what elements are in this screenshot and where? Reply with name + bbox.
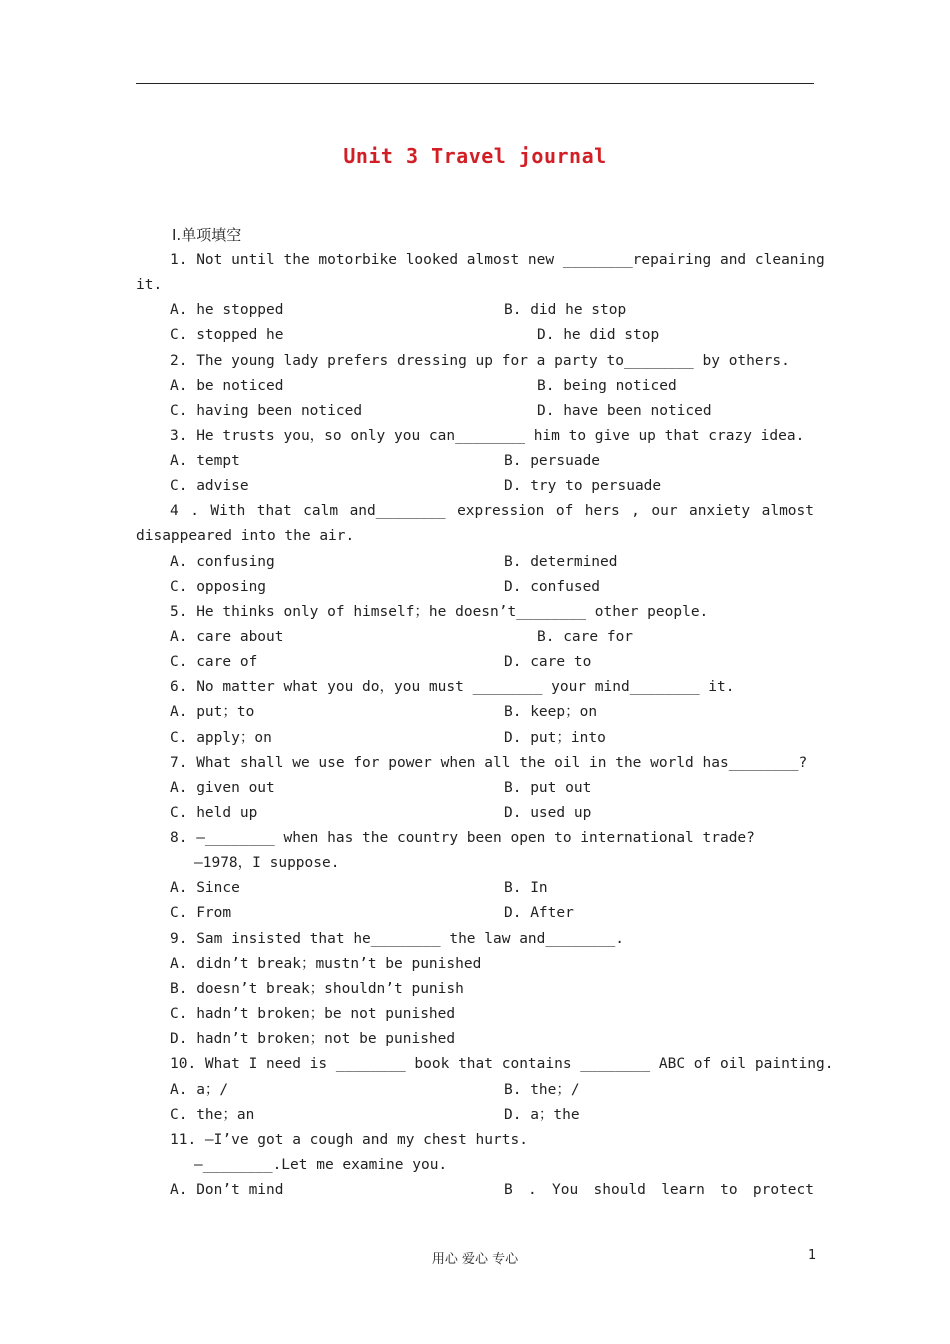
q3-option-a: A. tempt [170,453,240,469]
q5-option-c: C. care of [170,654,258,670]
q2-stem: 2. The young lady prefers dressing up for a party to________ by others. [170,353,790,369]
q9-option-a: A. didn’t break；mustn’t be punished [170,956,482,972]
q5-option-b: B. care for [537,629,634,645]
q4-stem-cont: disappeared into the air. [136,528,355,544]
q10-option-d: D. a；the [504,1107,580,1123]
q8-option-a: A. Since [170,880,240,896]
q9-option-b: B. doesn’t break；shouldn’t punish [170,981,464,997]
q7-option-c: C. held up [170,805,258,821]
section-heading: Ⅰ.单项填空 [172,226,242,244]
q8-stem-cont: —1978，I suppose. [194,855,340,871]
q3-option-c: C. advise [170,478,249,494]
q8-option-c: C. From [170,905,232,921]
q10-option-b: B. the；/ [504,1082,580,1098]
q5-option-a: A. care about [170,629,284,645]
q5-option-d: D. care to [504,654,592,670]
header-rule [136,83,814,84]
q1-stem-cont: it. [136,277,163,293]
q6-option-a: A. put；to [170,704,255,720]
q2-option-d: D. have been noticed [537,403,712,419]
q6-option-d: D. put；into [504,730,606,746]
q8-stem: 8. —________ when has the country been open to international trade? [170,830,755,846]
page-title: Unit 3 Travel journal [343,144,607,168]
q4-option-d: D. confused [504,579,601,595]
q2-option-a: A. be noticed [170,378,284,394]
q1-option-a: A. he stopped [170,302,284,318]
q7-option-b: B. put out [504,780,592,796]
q3-option-d: D. try to persuade [504,478,662,494]
q4-option-c: C. opposing [170,579,267,595]
q9-option-d: D. hadn’t broken；not be punished [170,1031,456,1047]
q7-option-d: D. used up [504,805,592,821]
footer-text: 用心 爱心 专心 [431,1252,519,1267]
q5-stem: 5. He thinks only of himself；he doesn’t________ other people. [170,604,709,620]
q10-option-a: A. a；/ [170,1082,229,1098]
q4-option-b: B. determined [504,554,618,570]
q1-stem: 1. Not until the motorbike looked almost new ________repairing and cleaning [170,252,825,268]
page-number: 1 [808,1248,817,1263]
q8-option-b: B. In [504,880,548,896]
q6-option-c: C. apply；on [170,730,272,746]
q10-option-c: C. the；an [170,1107,255,1123]
q3-option-b: B. persuade [504,453,601,469]
q4-option-a: A. confusing [170,554,275,570]
q11-stem: 11. —I’ve got a cough and my chest hurts. [170,1132,528,1148]
q11-stem-cont: —________.Let me examine you. [194,1157,448,1173]
q9-option-c: C. hadn’t broken；be not punished [170,1006,456,1022]
q9-stem: 9. Sam insisted that he________ the law and________. [170,931,624,947]
q1-option-c: C. stopped he [170,327,284,343]
q6-option-b: B. keep；on [504,704,598,720]
q4-stem: 4 . With that calm and________ expression of hers , our anxiety almost [170,503,814,519]
q8-option-d: D. After [504,905,574,921]
q10-stem: 10. What I need is ________ book that contains ________ ABC of oil painting. [170,1056,834,1072]
q2-option-c: C. having been noticed [170,403,363,419]
q1-option-d: D. he did stop [537,327,660,343]
q2-option-b: B. being noticed [537,378,677,394]
q7-option-a: A. given out [170,780,275,796]
q7-stem: 7. What shall we use for power when all the oil in the world has________? [170,755,808,771]
q11-option-a: A. Don’t mind [170,1182,284,1198]
q1-option-b: B. did he stop [504,302,627,318]
q6-stem: 6. No matter what you do，you must ________ your mind________ it. [170,679,735,695]
q3-stem: 3. He trusts you，so only you can________ him to give up that crazy idea. [170,428,805,444]
q11-option-b: B . You should learn to protect [504,1182,814,1198]
